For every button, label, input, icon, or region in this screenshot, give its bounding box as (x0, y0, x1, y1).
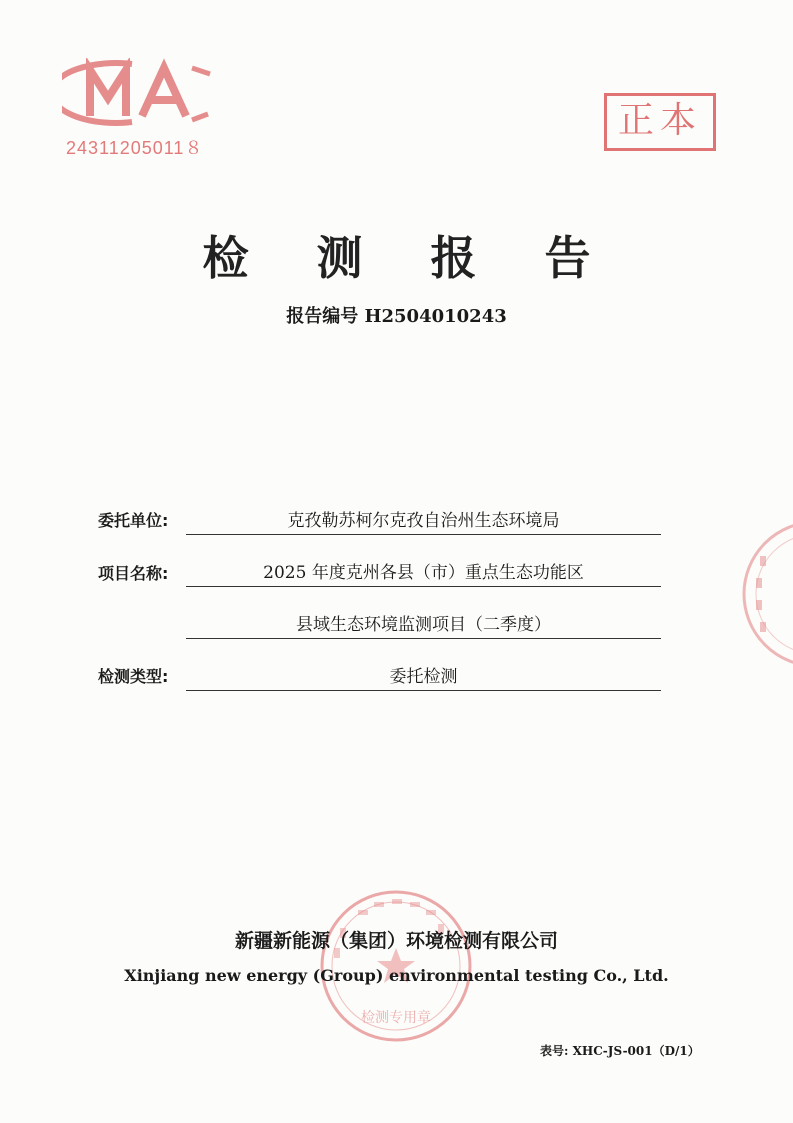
client-label: 委托单位: (98, 511, 169, 530)
cma-certificate-number: 24311205011８ (66, 138, 204, 158)
cma-logo (62, 58, 214, 128)
company-name-cn: 新疆新能源（集团）环境检测有限公司 (234, 930, 558, 952)
report-number-label: 报告编号 (286, 306, 359, 327)
seal-text: 检测专用章 (361, 1010, 431, 1026)
report-number (0, 302, 793, 328)
project-label: 项目名称: (98, 564, 169, 583)
original-copy-stamp: 正本 (604, 93, 716, 151)
report-number-value: H2504010243 (364, 306, 507, 327)
project-value-line1: 2025 年度克州各县（市）重点生态功能区 (186, 558, 661, 587)
company-name-en: Xinjiang new energy (Group) environmental testing Co., Ltd. (124, 966, 669, 985)
partial-seal-right-edge (736, 516, 793, 672)
test-type-label: 检测类型: (98, 667, 169, 686)
page-title: 检 测 报 告 (202, 231, 617, 285)
client-value: 克孜勒苏柯尔克孜自治州生态环境局 (186, 506, 661, 535)
project-value-line2: 县域生态环境监测项目（二季度） (186, 610, 661, 639)
test-type-value: 委托检测 (186, 662, 661, 691)
form-number: 表号: XHC-JS-001（D/1） (540, 1044, 700, 1058)
